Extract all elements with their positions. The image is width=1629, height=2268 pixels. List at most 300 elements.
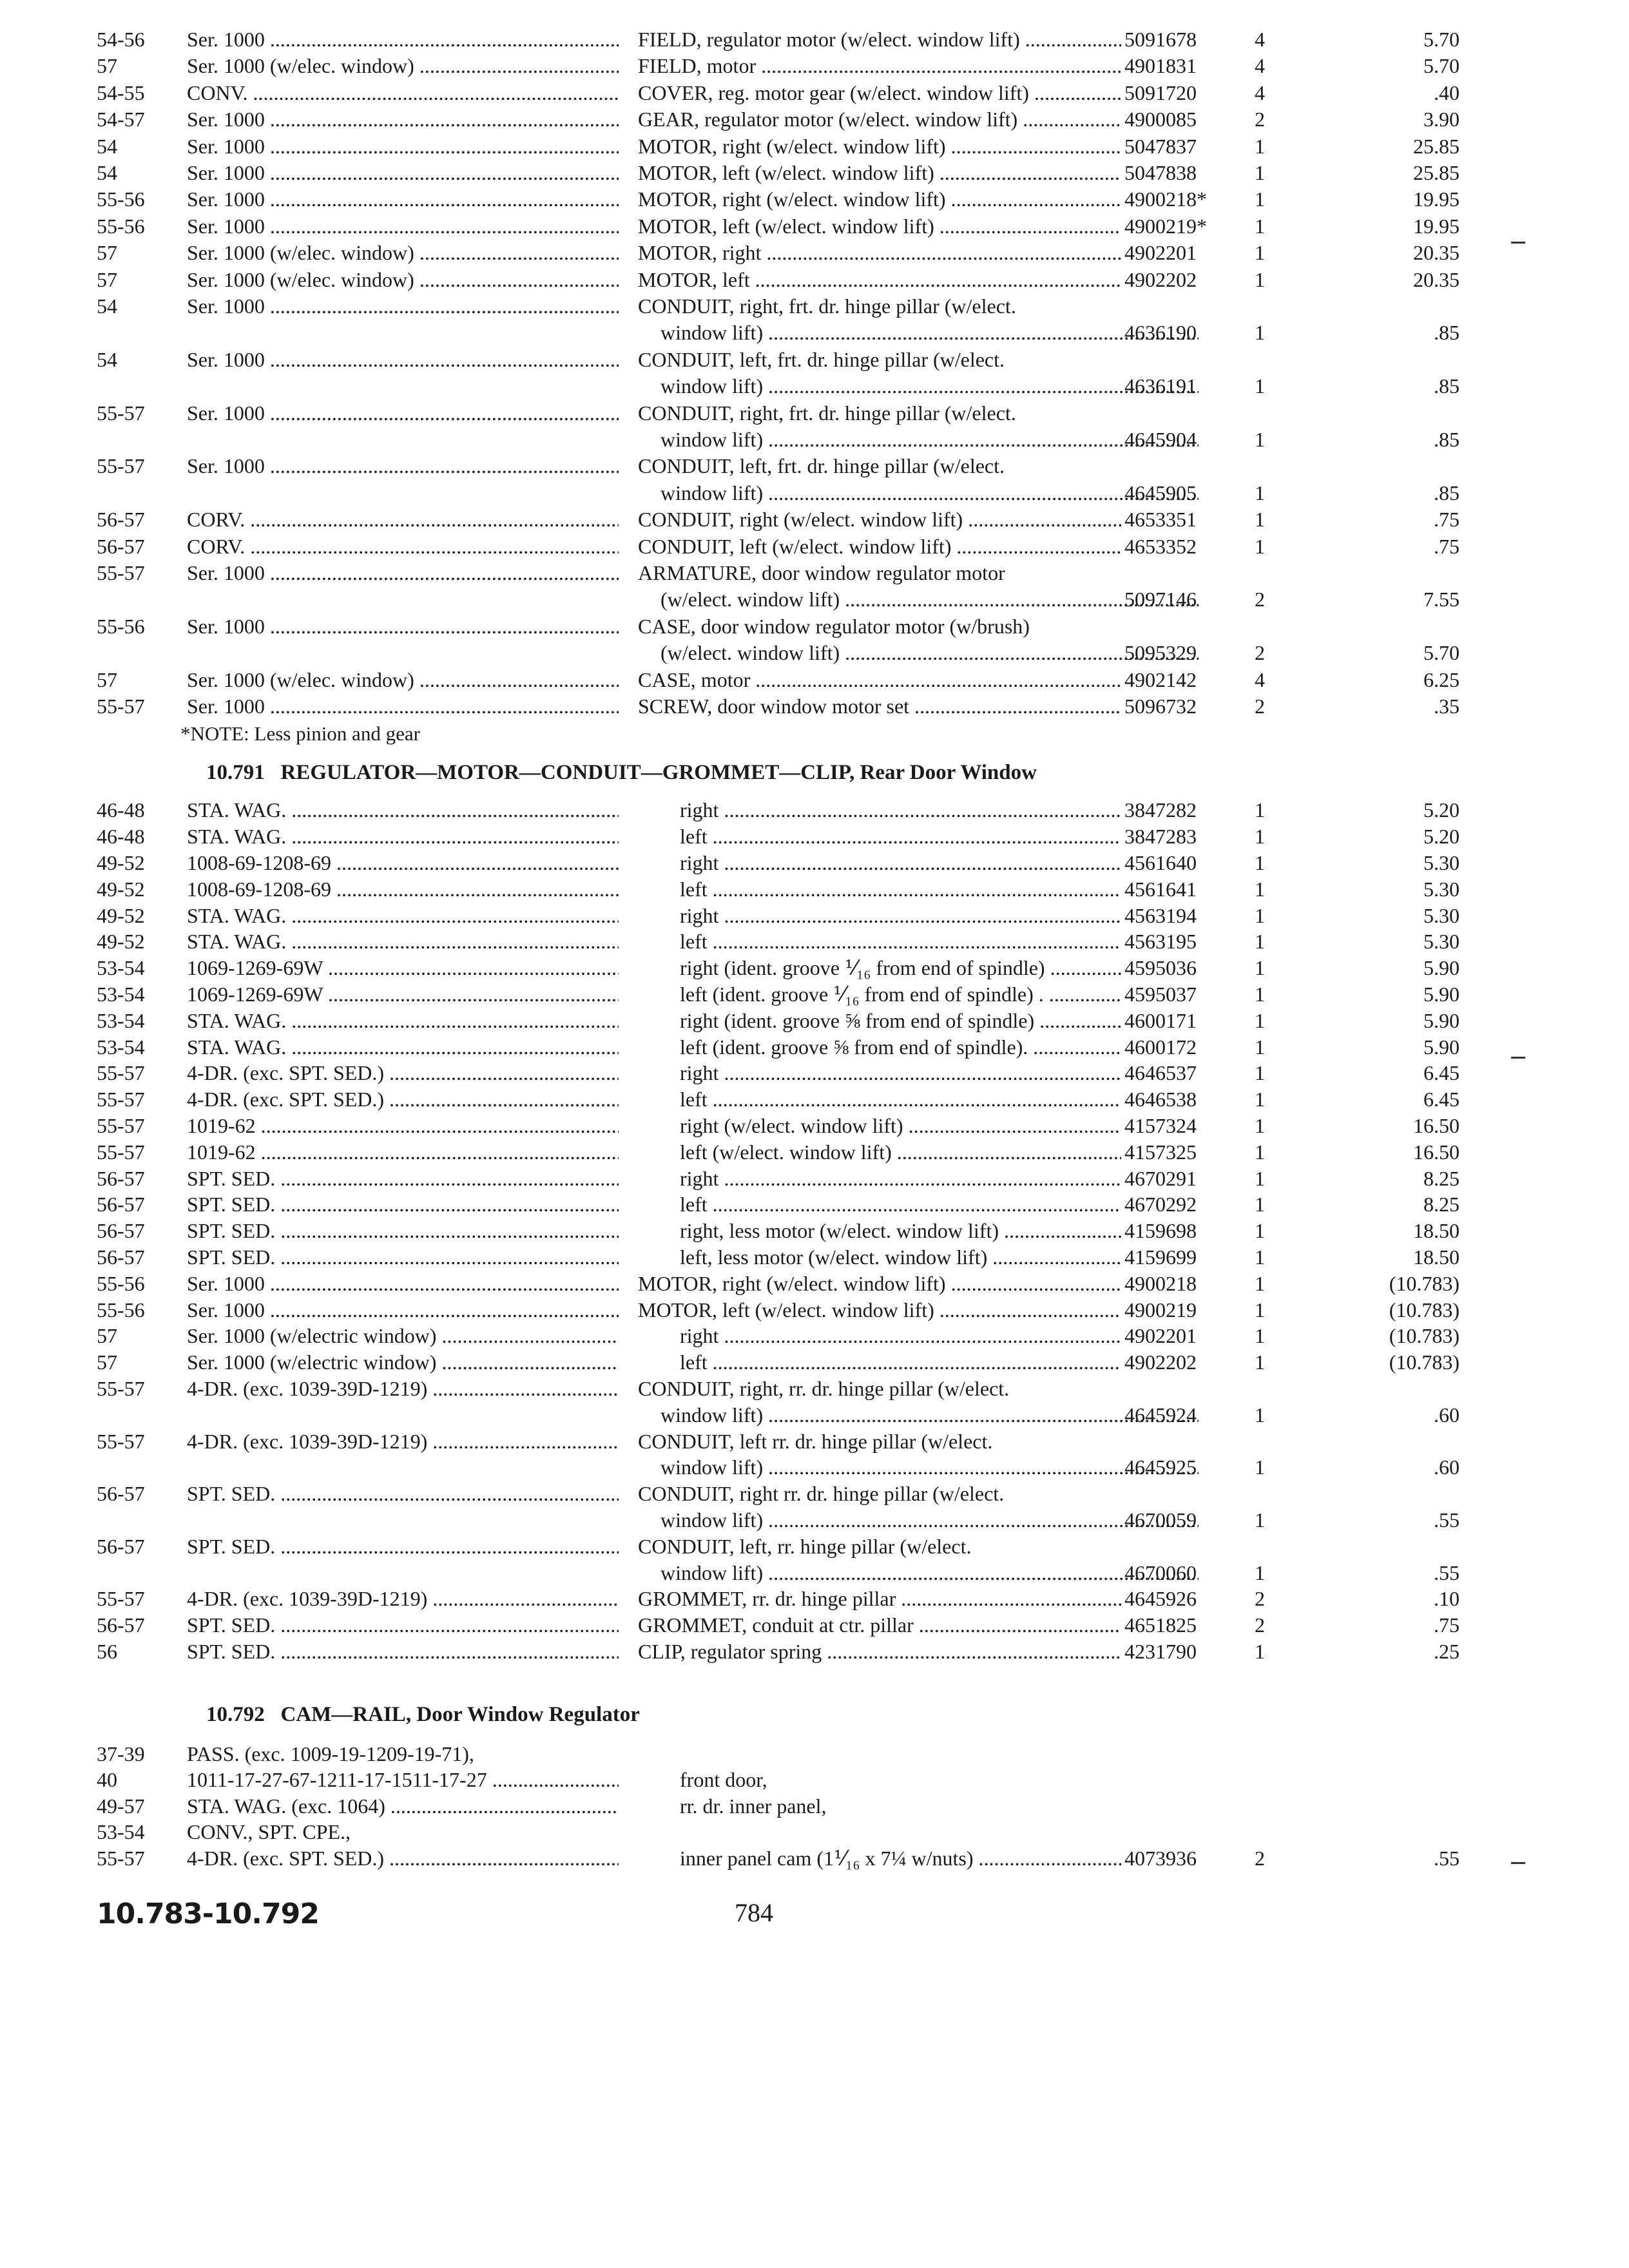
description-cell: right ..... — [680, 902, 1121, 929]
year-cell: 56-57 — [97, 1613, 145, 1637]
price-cell: 5.90 — [1423, 956, 1460, 980]
model-cell: Ser. 1000 ..... — [187, 186, 619, 213]
description-cell: MOTOR, left ..... — [638, 266, 1121, 293]
description-cell: (w/elect. window lift) ..... — [660, 586, 1199, 613]
section-heading-10-792 — [206, 1700, 640, 1729]
description-cell: left (w/elect. window lift) ..... — [680, 1139, 1121, 1166]
model-cell: Ser. 1000 ..... — [187, 346, 619, 373]
model-cell: STA. WAG. ..... — [187, 1007, 619, 1034]
quantity-cell: 1 — [1255, 983, 1265, 1006]
description-cell: MOTOR, right ..... — [638, 239, 1121, 266]
table-row — [97, 533, 1460, 560]
price-cell: 5.30 — [1423, 851, 1460, 874]
description-cell: inner panel cam (1⅟₁₆ x 7¼ w/nuts) ..... — [680, 1845, 1121, 1872]
description-cell: window lift) ..... — [660, 1506, 1199, 1533]
description-cell: CONDUIT, left rr. dr. hinge pillar (w/elect. — [638, 1429, 993, 1453]
model-cell: SPT. SED. ..... — [187, 1191, 619, 1218]
year-cell: 55-57 — [97, 454, 145, 478]
model-cell: Ser. 1000 ..... — [187, 559, 619, 586]
year-cell: 56-57 — [97, 1166, 145, 1190]
description-cell: window lift) ..... — [660, 479, 1199, 506]
quantity-cell: 1 — [1255, 321, 1265, 345]
year-cell: 55-57 — [97, 401, 145, 425]
quantity-cell: 1 — [1255, 1061, 1265, 1085]
price-cell: (10.783) — [1389, 1271, 1460, 1295]
table-row — [97, 372, 1460, 399]
table-row — [97, 928, 1460, 955]
quantity-cell: 1 — [1255, 534, 1265, 558]
year-cell: 55-56 — [97, 614, 145, 638]
quantity-cell: 1 — [1255, 1271, 1265, 1295]
part-number-cell: 5096732 — [1124, 695, 1197, 718]
year-cell: 40 — [97, 1768, 117, 1792]
year-cell: 53-54 — [97, 956, 145, 980]
model-cell: Ser. 1000 (w/electric window) ..... — [187, 1322, 619, 1349]
description-cell: MOTOR, left (w/elect. window lift) ..... — [638, 1296, 1121, 1323]
model-cell: Ser. 1000 (w/elec. window) ..... — [187, 239, 619, 266]
description-cell: MOTOR, right (w/elect. window lift) ..... — [638, 1270, 1121, 1297]
model-cell: Ser. 1000 (w/elec. window) ..... — [187, 666, 619, 693]
year-cell: 49-52 — [97, 903, 145, 927]
description-cell: CONDUIT, left, rr. hinge pillar (w/elect. — [638, 1534, 972, 1558]
description-cell: MOTOR, right (w/elect. window lift) ..... — [638, 133, 1121, 160]
quantity-cell: 2 — [1255, 641, 1265, 665]
part-number-cell: 4900085 — [1124, 108, 1197, 131]
model-cell: STA. WAG. ..... — [187, 1033, 619, 1061]
quantity-cell: 4 — [1255, 81, 1265, 104]
price-cell: .35 — [1434, 695, 1460, 718]
price-cell: 8.25 — [1423, 1166, 1460, 1190]
description-cell: CONDUIT, right (w/elect. window lift) ..... — [638, 506, 1121, 533]
model-cell: PASS. (exc. 1009-19-1209-19-71), — [187, 1742, 474, 1765]
table-row — [97, 1112, 1460, 1139]
price-cell: 5.90 — [1423, 1035, 1460, 1059]
model-cell: Ser. 1000 ..... — [187, 1270, 619, 1297]
description-cell: front door, — [680, 1768, 767, 1792]
table-row — [97, 1740, 1385, 1767]
description-cell: right (ident. groove ⅝ from end of spindle) ..... — [680, 1007, 1121, 1034]
model-cell: SPT. SED. ..... — [187, 1638, 619, 1665]
year-cell: 37-39 — [97, 1742, 145, 1765]
part-number-cell: 4157324 — [1124, 1114, 1197, 1137]
description-cell: CONDUIT, left, frt. dr. hinge pillar (w/elect. — [638, 454, 1005, 478]
model-cell: 1069-1269-69W ..... — [187, 954, 619, 981]
description-cell: right ..... — [680, 849, 1121, 876]
description-cell: window lift) ..... — [660, 372, 1199, 399]
price-cell: 19.95 — [1413, 187, 1460, 211]
year-cell: 49-52 — [97, 877, 145, 901]
price-cell: .75 — [1434, 534, 1460, 558]
price-cell: .75 — [1434, 508, 1460, 532]
description-cell: right ..... — [680, 1322, 1121, 1349]
table-row — [97, 902, 1460, 929]
year-cell: 56-57 — [97, 1482, 145, 1506]
description-cell: left (ident. groove ⅝ from end of spindle). ..... — [680, 1033, 1121, 1061]
model-cell: STA. WAG. ..... — [187, 928, 619, 955]
price-cell: 5.90 — [1423, 983, 1460, 1006]
year-cell: 56-57 — [97, 1245, 145, 1269]
table-row — [97, 159, 1460, 186]
part-number-cell: 4561641 — [1124, 877, 1197, 901]
section-title: CAM—RAIL, Door Window Regulator — [280, 1702, 640, 1726]
year-cell: 55-57 — [97, 1377, 145, 1400]
price-cell: .55 — [1434, 1561, 1460, 1584]
price-cell: 5.30 — [1423, 877, 1460, 901]
description-cell: CONDUIT, right, frt. dr. hinge pillar (w/elect. — [638, 401, 1016, 425]
table-row — [97, 613, 1385, 640]
table-row — [97, 1638, 1460, 1665]
part-number-cell: 4653351 — [1124, 508, 1197, 532]
description-cell: right ..... — [680, 796, 1121, 823]
price-cell: (10.783) — [1389, 1350, 1460, 1374]
part-number-cell: 4600171 — [1124, 1008, 1197, 1032]
description-cell: ARMATURE, door window regulator motor — [638, 561, 1005, 584]
part-number-cell: 5091678 — [1124, 28, 1197, 51]
quantity-cell: 1 — [1255, 241, 1265, 265]
year-cell: 54-57 — [97, 108, 145, 131]
table-row — [97, 1217, 1460, 1244]
model-cell: CORV. ..... — [187, 533, 619, 560]
table-row — [97, 639, 1460, 666]
quantity-cell: 1 — [1255, 1298, 1265, 1321]
year-cell: 55-57 — [97, 1140, 145, 1164]
description-cell: left, less motor (w/elect. window lift) ..... — [680, 1244, 1121, 1271]
margin-tick — [1511, 1862, 1525, 1864]
quantity-cell: 2 — [1255, 588, 1265, 611]
table-row — [97, 1375, 1385, 1402]
quantity-cell: 1 — [1255, 1114, 1265, 1137]
description-cell: COVER, reg. motor gear (w/elect. window lift) ..... — [638, 79, 1121, 106]
table-row — [97, 399, 1385, 427]
year-cell: 55-56 — [97, 1298, 145, 1321]
table-row — [97, 954, 1460, 981]
description-cell: FIELD, regulator motor (w/elect. window lift) ..... — [638, 26, 1121, 53]
description-cell: CLIP, regulator spring ..... — [638, 1638, 1121, 1665]
table-row — [97, 426, 1460, 453]
price-cell: 20.35 — [1413, 267, 1460, 291]
description-cell: left ..... — [680, 928, 1121, 955]
price-cell: .10 — [1434, 1587, 1460, 1611]
model-cell: Ser. 1000 ..... — [187, 613, 619, 640]
table-row — [97, 506, 1460, 533]
part-number-cell: 4901831 — [1124, 54, 1197, 78]
description-cell: GROMMET, rr. dr. hinge pillar ..... — [638, 1585, 1121, 1612]
part-number-cell: 4645904 — [1124, 428, 1197, 451]
table-row — [97, 239, 1460, 266]
price-cell: 5.70 — [1423, 54, 1460, 78]
model-cell: SPT. SED. ..... — [187, 1611, 619, 1639]
part-number-cell: 4563195 — [1124, 930, 1197, 954]
description-cell: window lift) ..... — [660, 319, 1199, 346]
table-row — [97, 1165, 1460, 1192]
table-row — [97, 1296, 1460, 1323]
quantity-cell: 1 — [1255, 903, 1265, 927]
quantity-cell: 2 — [1255, 108, 1265, 131]
quantity-cell: 1 — [1255, 1008, 1265, 1032]
model-cell: STA. WAG. ..... — [187, 902, 619, 929]
part-number-cell: 4645925 — [1124, 1456, 1197, 1479]
table-row — [97, 823, 1460, 850]
quantity-cell: 2 — [1255, 695, 1265, 718]
quantity-cell: 4 — [1255, 668, 1265, 691]
part-number-cell: 4670059 — [1124, 1508, 1197, 1532]
part-number-cell: 4231790 — [1124, 1640, 1197, 1663]
description-cell: right ..... — [680, 1165, 1121, 1192]
year-cell: 57 — [97, 668, 117, 691]
description-cell: right (w/elect. window lift) ..... — [680, 1112, 1121, 1139]
price-cell: 5.70 — [1423, 28, 1460, 51]
table-row — [97, 1401, 1460, 1428]
part-number-cell: 3847283 — [1124, 825, 1197, 849]
table-row — [97, 346, 1385, 373]
description-cell: window lift) ..... — [660, 426, 1199, 453]
quantity-cell: 1 — [1255, 134, 1265, 158]
description-cell: MOTOR, left (w/elect. window lift) ..... — [638, 213, 1121, 240]
part-number-cell: 4159698 — [1124, 1219, 1197, 1243]
footnote: *NOTE: Less pinion and gear — [180, 722, 420, 745]
table-row — [97, 1792, 1385, 1820]
description-cell: left (ident. groove ⅟₁₆ from end of spindle) . ..... — [680, 981, 1121, 1008]
table-row — [97, 1007, 1460, 1034]
table-row — [97, 1480, 1385, 1507]
table-row — [97, 186, 1460, 213]
model-cell: SPT. SED. ..... — [187, 1533, 619, 1560]
description-cell: (w/elect. window lift) ..... — [660, 639, 1199, 666]
model-cell: Ser. 1000 ..... — [187, 26, 619, 53]
part-number-cell: 4600172 — [1124, 1035, 1197, 1059]
model-cell: Ser. 1000 (w/elec. window) ..... — [187, 52, 619, 79]
part-number-cell: 4670291 — [1124, 1166, 1197, 1190]
part-number-cell: 4900219 — [1124, 1298, 1197, 1321]
part-number-cell: 4636191 — [1124, 374, 1197, 398]
year-cell: 57 — [97, 267, 117, 291]
table-row — [97, 106, 1460, 133]
description-cell: right (ident. groove ⅟₁₆ from end of spindle) ..... — [680, 954, 1121, 981]
table-row — [97, 52, 1460, 79]
price-cell: .85 — [1434, 481, 1460, 505]
table-row — [97, 1322, 1460, 1349]
price-cell: (10.783) — [1389, 1324, 1460, 1348]
model-cell: SPT. SED. ..... — [187, 1480, 619, 1507]
price-cell: 19.95 — [1413, 214, 1460, 238]
table-row — [97, 133, 1460, 160]
part-number-cell: 4561640 — [1124, 851, 1197, 874]
quantity-cell: 1 — [1255, 1350, 1265, 1374]
description-cell: left ..... — [680, 1191, 1121, 1218]
quantity-cell: 1 — [1255, 1561, 1265, 1584]
part-number-cell: 4595036 — [1124, 956, 1197, 980]
table-row — [97, 1428, 1385, 1455]
part-number-cell: 4645926 — [1124, 1587, 1197, 1611]
part-number-cell: 4900218 — [1124, 1271, 1197, 1295]
price-cell: 25.85 — [1413, 134, 1460, 158]
price-cell: 8.25 — [1423, 1193, 1460, 1216]
price-cell: (10.783) — [1389, 1298, 1460, 1321]
model-cell: 1008-69-1208-69 ..... — [187, 849, 619, 876]
table-row — [97, 1139, 1460, 1166]
part-number-cell: 4159699 — [1124, 1245, 1197, 1269]
page-number: 784 — [735, 1898, 773, 1927]
year-cell: 49-52 — [97, 851, 145, 874]
table-row — [97, 666, 1460, 693]
year-cell: 57 — [97, 54, 117, 78]
description-cell: CONDUIT, right rr. dr. hinge pillar (w/elect. — [638, 1482, 1005, 1506]
year-cell: 57 — [97, 1350, 117, 1374]
price-cell: 3.90 — [1423, 108, 1460, 131]
description-cell: CONDUIT, right, frt. dr. hinge pillar (w/elect. — [638, 294, 1016, 318]
quantity-cell: 1 — [1255, 1166, 1265, 1190]
price-cell: 6.25 — [1423, 668, 1460, 691]
table-row — [97, 79, 1460, 106]
part-number-cell: 4073936 — [1124, 1846, 1197, 1870]
year-cell: 55-57 — [97, 1061, 145, 1085]
quantity-cell: 1 — [1255, 374, 1265, 398]
price-cell: 6.45 — [1423, 1088, 1460, 1111]
price-cell: .75 — [1434, 1613, 1460, 1637]
price-cell: 5.70 — [1423, 641, 1460, 665]
part-number-cell: 4902202 — [1124, 1350, 1197, 1374]
quantity-cell: 1 — [1255, 214, 1265, 238]
description-cell: right, less motor (w/elect. window lift) ..... — [680, 1217, 1121, 1244]
quantity-cell: 1 — [1255, 1193, 1265, 1216]
quantity-cell: 1 — [1255, 267, 1265, 291]
model-cell: 4-DR. (exc. 1039-39D-1219) ..... — [187, 1375, 619, 1402]
table-row — [97, 1349, 1460, 1376]
table-row — [97, 213, 1460, 240]
year-cell: 55-57 — [97, 1429, 145, 1453]
part-number-cell: 5047838 — [1124, 161, 1197, 184]
model-cell: Ser. 1000 ..... — [187, 399, 619, 427]
part-number-cell: 4902201 — [1124, 241, 1197, 265]
section-number: 10.792 — [206, 1702, 265, 1726]
quantity-cell: 1 — [1255, 956, 1265, 980]
year-cell: 55-56 — [97, 1271, 145, 1295]
quantity-cell: 1 — [1255, 1140, 1265, 1164]
part-number-cell: 4653352 — [1124, 534, 1197, 558]
quantity-cell: 1 — [1255, 481, 1265, 505]
price-cell: 18.50 — [1413, 1245, 1460, 1269]
table-row — [97, 1033, 1460, 1061]
price-cell: .60 — [1434, 1403, 1460, 1427]
quantity-cell: 1 — [1255, 428, 1265, 451]
margin-tick — [1511, 242, 1525, 244]
description-cell: GEAR, regulator motor (w/elect. window lift) ..... — [638, 106, 1121, 133]
model-cell: Ser. 1000 ..... — [187, 159, 619, 186]
year-cell: 56 — [97, 1640, 117, 1663]
price-cell: 16.50 — [1413, 1114, 1460, 1137]
quantity-cell: 1 — [1255, 1403, 1265, 1427]
part-number-cell: 5047837 — [1124, 134, 1197, 158]
part-number-cell: 4646538 — [1124, 1088, 1197, 1111]
price-cell: .85 — [1434, 428, 1460, 451]
model-cell: CONV. ..... — [187, 79, 619, 106]
quantity-cell: 4 — [1255, 28, 1265, 51]
year-cell: 55-57 — [97, 1587, 145, 1611]
price-cell: .60 — [1434, 1456, 1460, 1479]
description-cell: MOTOR, left (w/elect. window lift) ..... — [638, 159, 1121, 186]
year-cell: 53-54 — [97, 1035, 145, 1059]
year-cell: 56-57 — [97, 1193, 145, 1216]
year-cell: 49-57 — [97, 1794, 145, 1818]
price-cell: 16.50 — [1413, 1140, 1460, 1164]
part-number-cell: 5095329 — [1124, 641, 1197, 665]
year-cell: 53-54 — [97, 1820, 145, 1844]
description-cell: right ..... — [680, 1059, 1121, 1086]
description-cell: left ..... — [680, 876, 1121, 903]
price-cell: 18.50 — [1413, 1219, 1460, 1243]
part-number-cell: 4563194 — [1124, 903, 1197, 927]
description-cell: window lift) ..... — [660, 1401, 1199, 1428]
description-cell: CONDUIT, left (w/elect. window lift) ..... — [638, 533, 1121, 560]
description-cell: CONDUIT, right, rr. dr. hinge pillar (w/elect. — [638, 1377, 1010, 1400]
quantity-cell: 1 — [1255, 877, 1265, 901]
part-number-cell: 4900218* — [1124, 187, 1207, 211]
model-cell: Ser. 1000 ..... — [187, 693, 619, 720]
description-cell: FIELD, motor ..... — [638, 52, 1121, 79]
section-title: REGULATOR—MOTOR—CONDUIT—GROMMET—CLIP, Rear Door Window — [280, 761, 1037, 785]
model-cell: 4-DR. (exc. SPT. SED.) ..... — [187, 1845, 619, 1872]
price-cell: .55 — [1434, 1846, 1460, 1870]
description-cell: CASE, door window regulator motor (w/brush) — [638, 614, 1030, 638]
price-cell: 5.30 — [1423, 903, 1460, 927]
part-number-cell: 4900219* — [1124, 214, 1207, 238]
section-heading-10-791 — [206, 758, 1037, 787]
model-cell: STA. WAG. ..... — [187, 796, 619, 823]
model-cell: 1019-62 ..... — [187, 1112, 619, 1139]
year-cell: 56-57 — [97, 508, 145, 532]
table-row — [97, 319, 1460, 346]
model-cell: 1019-62 ..... — [187, 1139, 619, 1166]
model-cell: Ser. 1000 ..... — [187, 106, 619, 133]
year-cell: 55-57 — [97, 1846, 145, 1870]
year-cell: 55-57 — [97, 695, 145, 718]
section-number: 10.791 — [206, 761, 265, 785]
table-row — [97, 293, 1385, 320]
price-cell: .55 — [1434, 1508, 1460, 1532]
model-cell: Ser. 1000 (w/elec. window) ..... — [187, 266, 619, 293]
year-cell: 53-54 — [97, 1008, 145, 1032]
price-cell: 20.35 — [1413, 241, 1460, 265]
quantity-cell: 1 — [1255, 1508, 1265, 1532]
price-cell: .85 — [1434, 374, 1460, 398]
table-row — [97, 586, 1460, 613]
table-row — [97, 1766, 1385, 1793]
description-cell: CONDUIT, left, frt. dr. hinge pillar (w/elect. — [638, 347, 1005, 371]
quantity-cell: 1 — [1255, 851, 1265, 874]
model-cell: STA. WAG. ..... — [187, 823, 619, 850]
year-cell: 54 — [97, 134, 117, 158]
year-cell: 55-57 — [97, 561, 145, 584]
price-cell: 6.45 — [1423, 1061, 1460, 1085]
part-number-cell: 4651825 — [1124, 1613, 1197, 1637]
quantity-cell: 1 — [1255, 1035, 1265, 1059]
table-row — [97, 266, 1460, 293]
table-row — [97, 1533, 1385, 1560]
quantity-cell: 1 — [1255, 1456, 1265, 1479]
table-row — [97, 1059, 1460, 1086]
model-cell: 4-DR. (exc. SPT. SED.) ..... — [187, 1059, 619, 1086]
year-cell: 54-56 — [97, 28, 145, 51]
description-cell: window lift) ..... — [660, 1559, 1199, 1586]
part-number-cell: 4670292 — [1124, 1193, 1197, 1216]
model-cell: Ser. 1000 ..... — [187, 213, 619, 240]
quantity-cell: 1 — [1255, 1219, 1265, 1243]
model-cell: Ser. 1000 ..... — [187, 133, 619, 160]
description-cell: rr. dr. inner panel, — [680, 1794, 827, 1818]
model-cell: 1008-69-1208-69 ..... — [187, 876, 619, 903]
table-row — [97, 452, 1385, 479]
year-cell: 55-56 — [97, 214, 145, 238]
